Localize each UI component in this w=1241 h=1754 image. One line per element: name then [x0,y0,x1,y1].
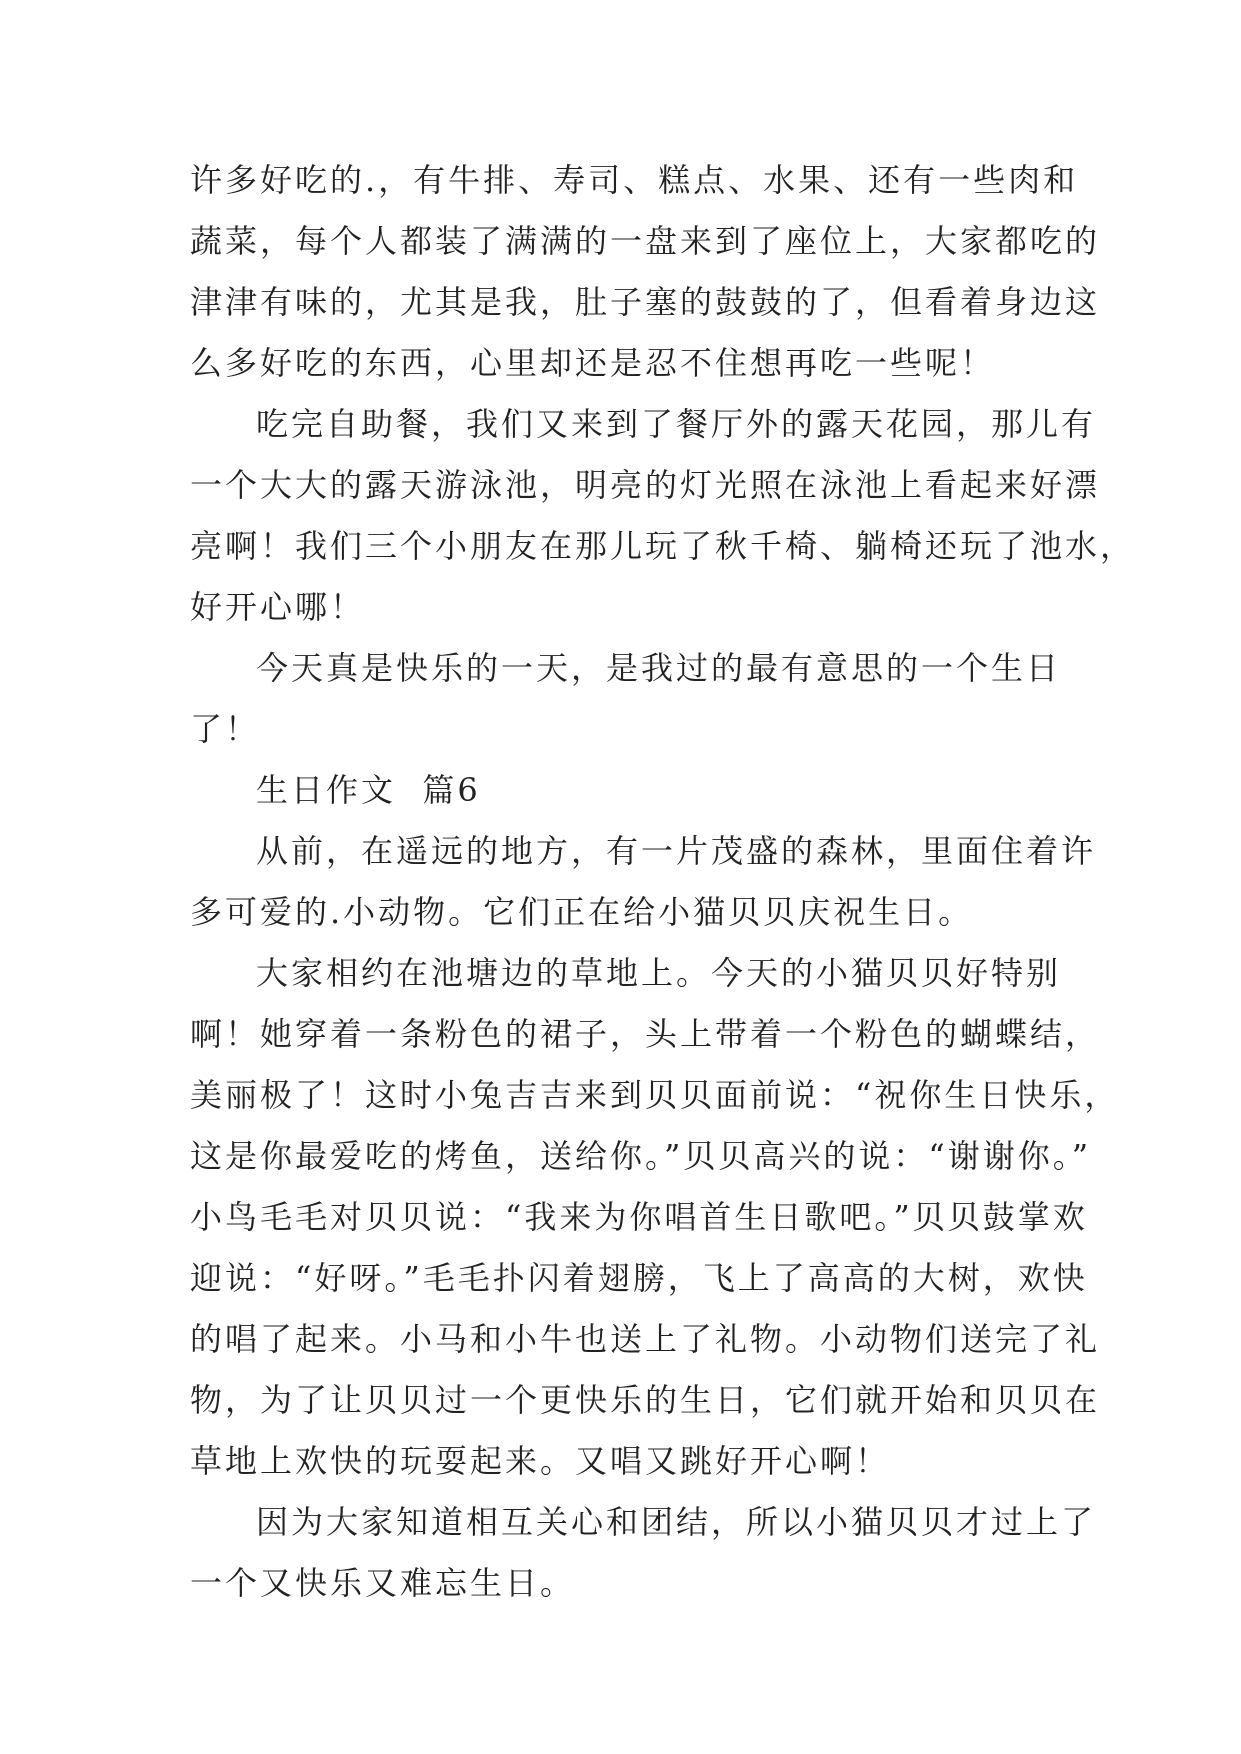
paragraph [190,821,1097,943]
section-heading [190,760,1060,821]
text-line: 蔬菜，每个人都装了满满的一盘来到了座位上，大家都吃的 [190,222,1101,260]
text-line: 多可爱的.小动物。它们正在给小猫贝贝庆祝生日。 [190,893,974,931]
paragraph [190,638,1060,760]
heading-text: 生日作文 篇6 [256,771,481,809]
paragraph [190,394,1136,638]
text-line: 么多好吃的东西，心里却还是忍不住想再吃一些呢！ [190,344,996,382]
text-line: 了！ [190,710,261,748]
text-line: 这是你最爱吃的烤鱼，送给你。”贝贝高兴的说：“谢谢你。” [190,1137,1092,1175]
document-body [190,150,1136,1614]
text-line: 因为大家知道相互关心和团结，所以小猫贝贝才过上了 [256,1503,1097,1541]
text-line: 美丽极了！这时小兔吉吉来到贝贝面前说：“祝你生日快乐， [190,1076,1120,1114]
paragraph [190,150,1101,394]
text-line: 今天真是快乐的一天，是我过的最有意思的一个生日 [256,649,1062,687]
text-line: 的唱了起来。小马和小牛也送上了礼物。小动物们送完了礼 [190,1320,1101,1358]
text-line: 小鸟毛毛对贝贝说：“我来为你唱首生日歌吧。”贝贝鼓掌欢 [190,1198,1088,1236]
text-line: 啊！她穿着一条粉色的裙子，头上带着一个粉色的蝴蝶结， [190,1015,1101,1053]
text-line: 草地上欢快的玩耍起来。又唱又跳好开心啊！ [190,1442,891,1480]
text-line: 一个大大的露天游泳池，明亮的灯光照在泳池上看起来好漂 [190,466,1101,504]
text-line: 亮啊！我们三个小朋友在那儿玩了秋千椅、躺椅还玩了池水， [190,527,1136,565]
text-line: 许多好吃的.，有牛排、寿司、糕点、水果、还有一些肉和 [190,161,1079,199]
text-line: 从前，在遥远的地方，有一片茂盛的森林，里面住着许 [256,832,1097,870]
text-line: 大家相约在池塘边的草地上。今天的小猫贝贝好特别 [256,954,1062,992]
paragraph [190,1492,1097,1614]
text-line: 一个又快乐又难忘生日。 [190,1564,576,1602]
text-line: 吃完自助餐，我们又来到了餐厅外的露天花园，那儿有 [256,405,1097,443]
paragraph [190,943,1120,1492]
text-line: 迎说：“好呀。”毛毛扑闪着翅膀，飞上了高高的大树，欢快 [190,1259,1088,1297]
text-line: 好开心哪！ [190,588,366,626]
text-line: 物，为了让贝贝过一个更快乐的生日，它们就开始和贝贝在 [190,1381,1101,1419]
text-line: 津津有味的，尤其是我，肚子塞的鼓鼓的了，但看着身边这 [190,283,1101,321]
